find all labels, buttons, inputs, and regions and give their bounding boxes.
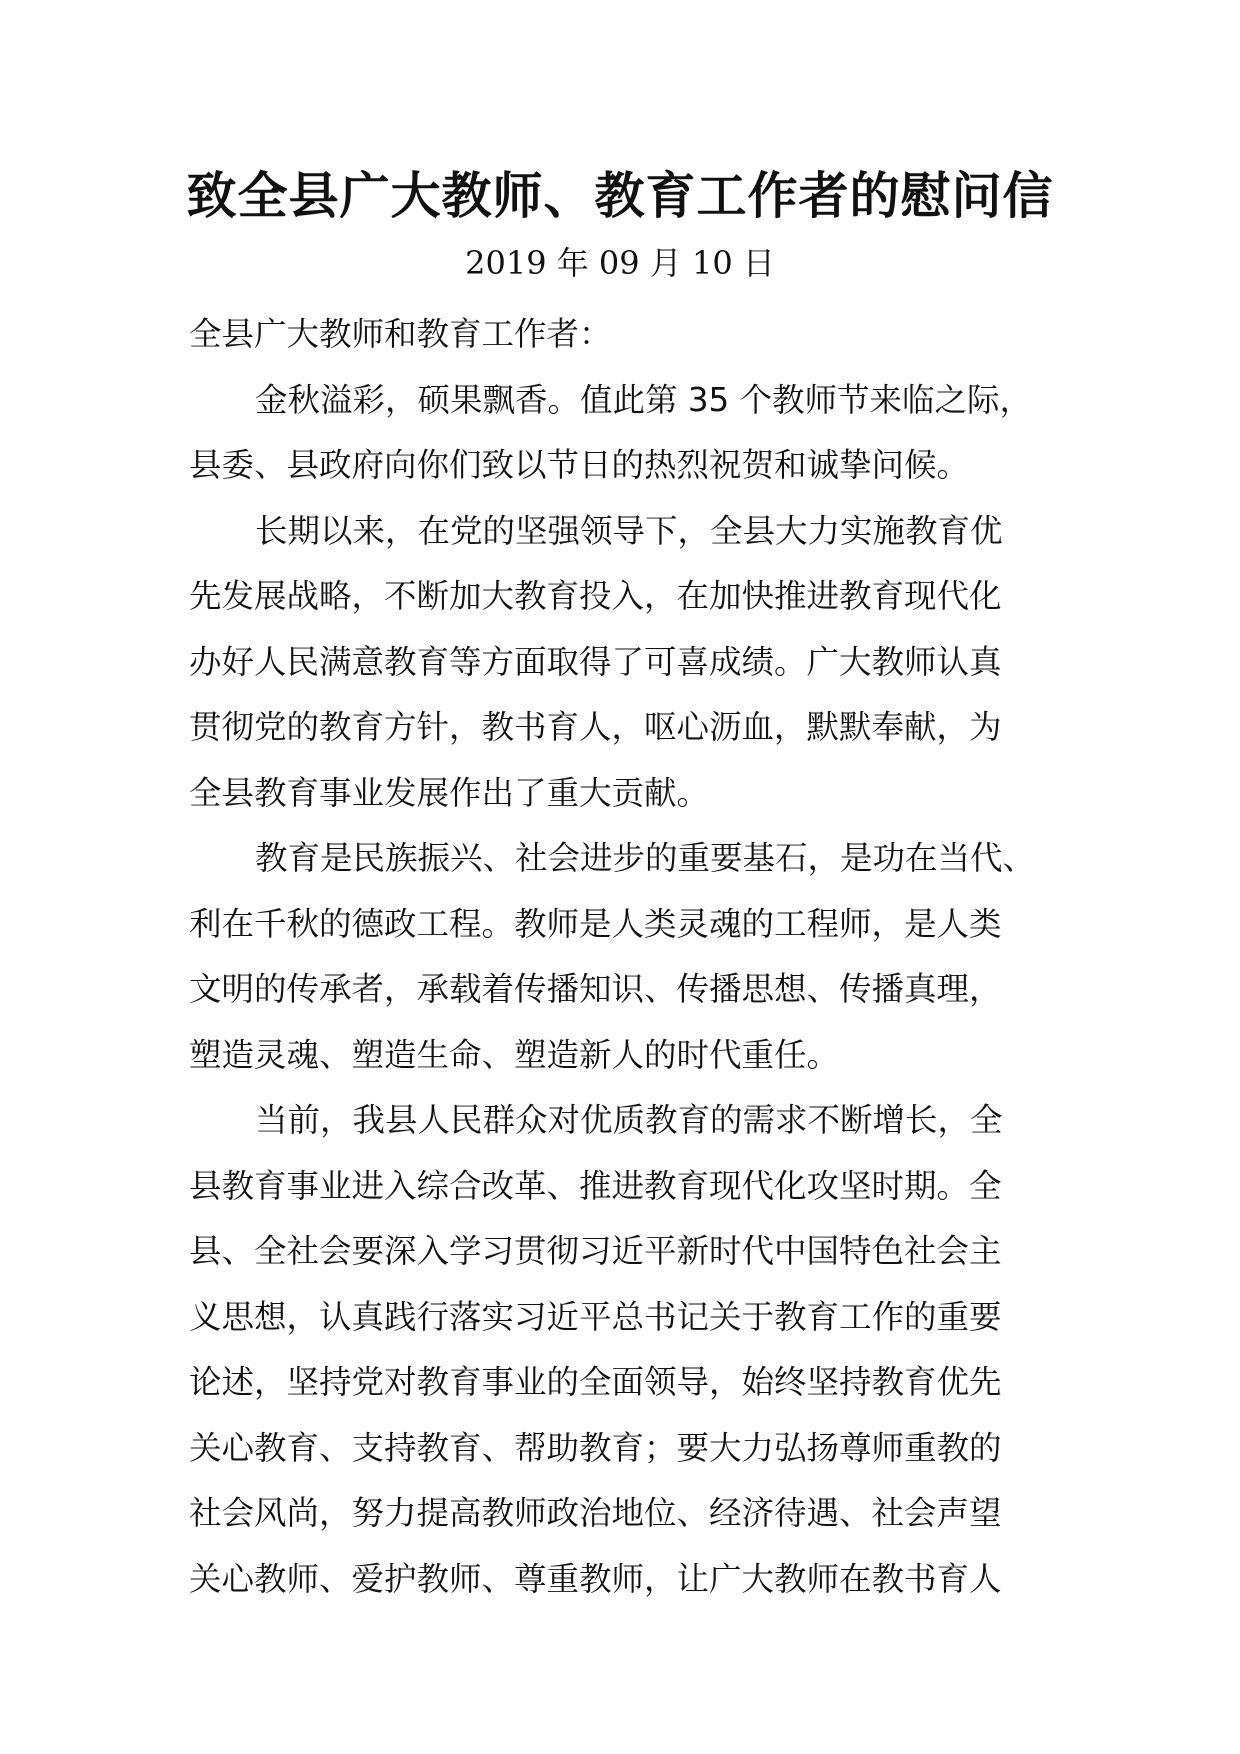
body-line: 县委、县政府向你们致以节日的热烈祝贺和诚挚问候。 — [189, 446, 970, 484]
salutation: 全县广大教师和教育工作者： — [189, 315, 612, 353]
body-line: 当前，我县人民群众对优质教育的需求不断增长，全 — [255, 1101, 1003, 1139]
body-line: 论述，坚持党对教育事业的全面领导，始终坚持教育优先 — [189, 1363, 1002, 1401]
body-line: 全县教育事业发展作出了重大贡献。 — [189, 773, 710, 812]
body-line: 县、全社会要深入学习贯彻习近平新时代中国特色社会主 — [189, 1232, 1002, 1270]
body-line: 金秋溢彩，硕果飘香。值此第 35 个教师节来临之际， — [255, 380, 1033, 419]
body-line: 文明的传承者，承载着传播知识、传播思想、传播真理， — [189, 970, 1002, 1008]
body-line: 关心教育、支持教育、帮助教育；要大力弘扬尊师重教的 — [189, 1428, 1002, 1467]
body-line: 贯彻党的教育方针，教书育人，呕心沥血，默默奉献，为 — [189, 708, 1002, 746]
body-line: 长期以来，在党的坚强领导下，全县大力实施教育优 — [255, 511, 1003, 550]
body-line: 社会风尚，努力提高教师政治地位、经济待遇、社会声望 — [189, 1494, 1002, 1532]
letter-title: 致全县广大教师、教育工作者的慰问信 — [186, 167, 1054, 225]
letter-body — [189, 302, 1059, 1612]
letter-date: 2019 年 09 月 10 日 — [465, 244, 775, 282]
body-line: 先发展战略，不断加大教育投入，在加快推进教育现代化 — [189, 577, 1002, 615]
body-line: 义思想，认真践行落实习近平总书记关于教育工作的重要 — [189, 1297, 1002, 1336]
body-line: 县教育事业进入综合改革、推进教育现代化攻坚时期。全 — [189, 1166, 1002, 1205]
body-line: 利在千秋的德政工程。教师是人类灵魂的工程师，是人类 — [189, 904, 1002, 943]
body-line: 办好人民满意教育等方面取得了可喜成绩。广大教师认真 — [189, 642, 1002, 681]
body-line: 关心教师、爱护教师、尊重教师，让广大教师在教书育人 — [189, 1559, 1002, 1598]
body-line: 教育是民族振兴、社会进步的重要基石，是功在当代、 — [255, 839, 1036, 877]
body-line: 塑造灵魂、塑造生命、塑造新人的时代重任。 — [189, 1035, 840, 1074]
